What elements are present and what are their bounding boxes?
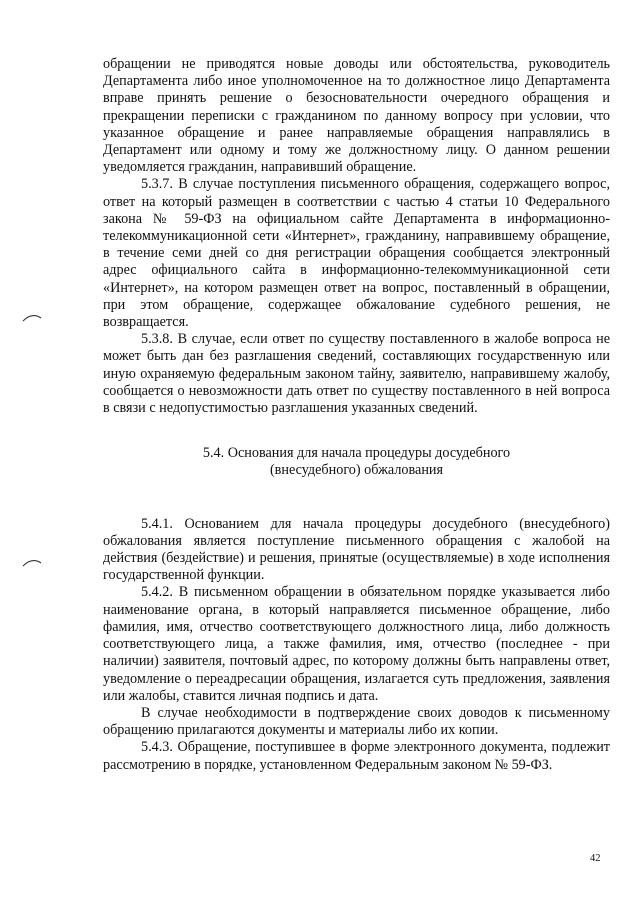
section-heading bbox=[103, 445, 610, 479]
section-heading-line-1: 5.4. Основания для начала процедуры досудебного bbox=[202, 445, 511, 462]
paragraph-5-3-8: 5.3.8. В случае, если ответ по существу поставленного в жалобе вопроса не может быть дан без разглашения сведений, составляющих государственную или иную охраняемую федеральным законом тайну, заявителю, направившему жалобу, сообщается о невозможности дать ответ по существу поставленного в ней вопроса в связи с недопустимостью разглашения указанных сведений. bbox=[103, 331, 610, 417]
paragraph-5-4-2: 5.4.2. В письменном обращении в обязательном порядке указывается либо наименование органа, в который направляется письменное обращение, либо фамилия, имя, отчество соответствующего должностного лица, либо должность соответствующего лица, а также фамилия, имя, отчество (последнее - при наличии) заявителя, почтовый адрес, по которому должны быть направлены ответ, уведомление о переадресации обращения, излагается суть предложения, заявления или жалобы, ставится личная подпись и дата. bbox=[103, 584, 610, 704]
paragraph-continuation: обращении не приводятся новые доводы или обстоятельства, руководитель Департамента либо иное уполномоченное на то должностное лицо Департамента вправе принять решение о безосновательности очередного обращения и прекращении переписки с гражданином по данному вопросу при условии, что указанное обращение и ранее направляемые обращения направлялись в Департамент или одному и тому же должностному лицу. О данном решении уведомляется гражданин, направивший обращение. bbox=[103, 56, 610, 176]
punch-hole-mark bbox=[22, 557, 42, 567]
punch-hole-mark bbox=[22, 312, 42, 322]
body-text bbox=[103, 56, 610, 774]
paragraph-attachments: В случае необходимости в подтверждение своих доводов к письменному обращению прилагаются документы и материалы либо их копии. bbox=[103, 704, 610, 739]
paragraph-5-4-1: 5.4.1. Основанием для начала процедуры досудебного (внесудебного) обжалования является поступление письменного обращения с жалобой на действия (бездействие) и решения, принятые (осуществляемые) в ходе исполнения государственной функции. bbox=[103, 515, 610, 584]
page-number: 42 bbox=[590, 853, 601, 864]
section-heading-line-2: (внесудебного) обжалования bbox=[269, 462, 444, 479]
paragraph-5-4-3: 5.4.3. Обращение, поступившее в форме электронного документа, подлежит рассмотрению в порядке, установленном Федеральным законом № 59-ФЗ. bbox=[103, 739, 610, 773]
paragraph-5-3-7: 5.3.7. В случае поступления письменного обращения, содержащего вопрос, ответ на который размещен в соответствии с частью 4 статьи 10 Федерального закона № 59-ФЗ на официальном сайте Департамента в информационно-телекоммуникационной сети «Интернет», гражданину, направившему обращение, в течение семи дней со дня регистрации обращения сообщается электронный адрес официального сайта в информационно-телекоммуникационной сети «Интернет», на котором размещен ответ на вопрос, поставленный в обращении, при этом обращение, содержащее обжалование судебного решения, не возвращается. bbox=[103, 176, 610, 331]
